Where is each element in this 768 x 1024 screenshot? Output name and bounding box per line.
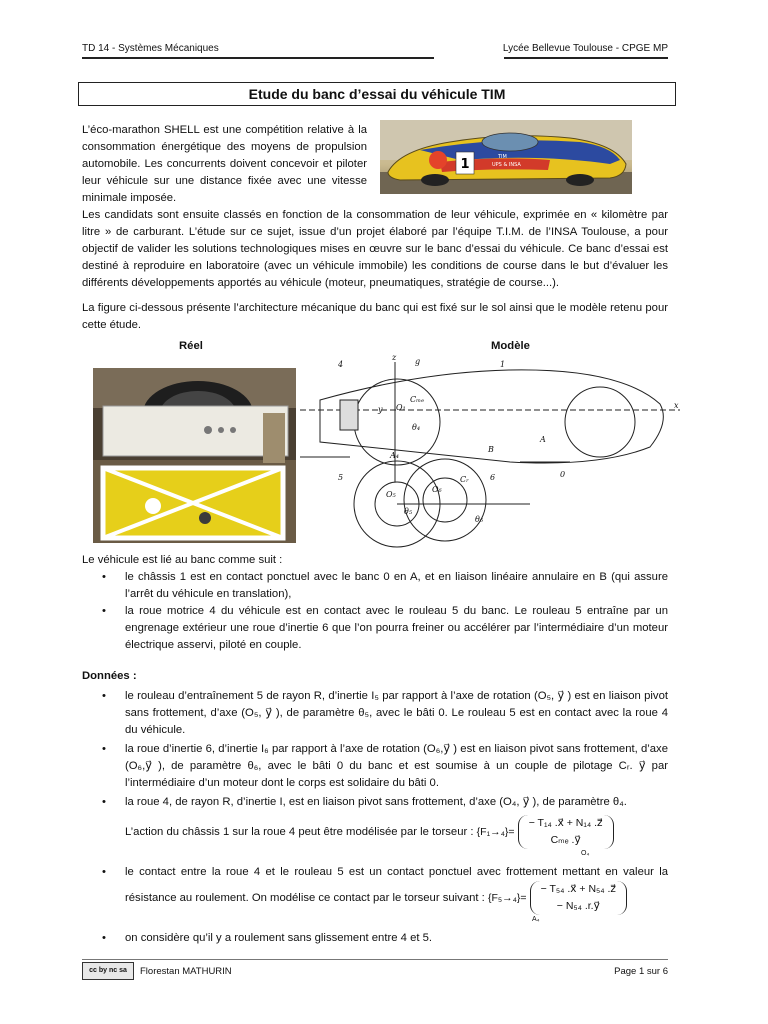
donnees-item-3: la roue 4, de rayon R, d’inertie I, est en liaison pivot sans frottement, d’axe (O₄, y⃗ ), de paramètre θ₄. <box>125 796 627 808</box>
donnees-item-2: la roue d’inertie 6, d’inertie I₆ par rapport à l’axe de rotation (O₆,y⃗ ) est en liaison pivot sans frottement, d’axe (O₆,y⃗ ), de paramètre θ₆, avec le bâti 0 du banc et est soumise à un couple de pilotage Cᵣ. y⃗ par l’intermédiaire d’un moteur dont le corps est solidaire du bâti 0. <box>125 743 668 789</box>
footer-rule <box>82 959 668 960</box>
car-sticker-text1: TIM <box>498 154 507 160</box>
header-left: TD 14 - Systèmes Mécaniques <box>82 43 219 54</box>
diagram-label-o6: O₆ <box>432 485 442 494</box>
diagram-label-5: 5 <box>338 473 344 482</box>
diagram-label-y: y <box>378 405 383 414</box>
model-diagram <box>300 352 688 552</box>
wheel-rear <box>565 387 635 457</box>
diagram-label-o5: O₅ <box>386 490 396 499</box>
header-rule-right <box>504 57 668 59</box>
liaison-intro: Le véhicule est lié au banc comme suit : <box>82 554 283 566</box>
label-reel: Réel <box>179 340 203 352</box>
torseur-1 <box>125 815 668 862</box>
page-title: Etude du banc d’essai du véhicule TIM <box>78 82 676 106</box>
diagram-label-theta6: θ₆ <box>475 515 484 524</box>
list-item: • la roue 4, de rayon R, d’inertie I, est en liaison pivot sans frottement, d’axe (O₄, y⃗ ), de paramètre θ₄. L’action du châssis 1 sur la roue 4 peut être modélisée par le torseur : {F₁→₄}= − T₁₄ .x⃗ + N₁₄ .z⃗ Cₘₑ .y⃗ O₄ <box>82 794 668 862</box>
donnees-section <box>82 668 668 947</box>
liaison-section <box>82 552 668 654</box>
label-modele: Modèle <box>491 340 530 352</box>
diagram-label-theta5: θ₅ <box>404 507 413 516</box>
header-right: Lycée Bellevue Toulouse - CPGE MP <box>502 43 668 54</box>
car-photo <box>380 120 632 194</box>
inertia-wheel-6 <box>404 459 486 541</box>
diagram-label-1: 1 <box>500 360 506 369</box>
list-item: • le rouleau d’entraînement 5 de rayon R, d’inertie I₅ par rapport à l’axe de rotation (O₅, y⃗ ) est en liaison pivot sans frottement, d’axe (O₅, y⃗ ), de paramètre θ₅, avec le bâti 0. Le rouleau 5 est en contact avec la roue 4 du véhicule. <box>102 690 668 736</box>
intro-paragraph-2: Les candidats sont ensuite classés en fonction de la consommation de leur véhicule, exprimée en « kilomètre par litre » de carburant. L’étude sur ce sujet, issue d’un projet élaboré par l’équipe T.I.M. de l’INSA Toulouse, a pour objectif de valider les solutions technologiques mises en œuvre sur le banc d’essai du véhicule. Ce banc d’essai est destiné à reproduire en laboratoire (avec un véhicule immobile) les conditions de course dans le but d’évaluer les différents développements apportés au véhicule (moteur, pneumatiques, stratégie de course...). <box>82 209 668 289</box>
car-sticker-text2: UPS & INSA <box>492 162 521 168</box>
torseur-2-row2: − N₅₄ .r.y⃗ <box>556 900 600 912</box>
car-number: 1 <box>460 157 470 172</box>
torseur-2-name: {F₅→₄}= <box>487 891 527 904</box>
diagram-label-theta4: θ₄ <box>412 423 421 432</box>
diagram-label-cme: Cₘₑ <box>410 395 425 404</box>
diagram-label-z: z <box>392 353 397 362</box>
torseur-1-text: L’action du châssis 1 sur la roue 4 peut être modélisée par le torseur : <box>125 825 474 838</box>
torseur-2-point: A₄ <box>532 916 540 923</box>
cc-license-logo: cc by nc sa <box>82 962 134 980</box>
torseur-1-name: {F₁→₄}= <box>476 825 515 838</box>
diagram-label-0: 0 <box>560 470 566 479</box>
torseur-1-row1: − T₁₄ .x⃗ + N₁₄ .z⃗ <box>528 817 603 829</box>
diagram-label-4: 4 <box>338 360 344 369</box>
diagram-label-6: 6 <box>490 473 496 482</box>
bench-photo <box>93 368 296 543</box>
diagram-label-o1: O₁ <box>396 403 406 412</box>
donnees-item-1: le rouleau d’entraînement 5 de rayon R, d’inertie I₅ par rapport à l’axe de rotation (O₅, y⃗ ) est en liaison pivot sans frottement, d’axe (O₅, y⃗ ), de paramètre θ₅, avec le bâti 0. Le rouleau 5 est en contact avec la roue 4 du véhicule. <box>125 690 668 736</box>
list-item: • la roue motrice 4 du véhicule est en contact avec le rouleau 5 du banc. Le rouleau 5 entraîne par un engrenage extérieur une roue d’inertie 6 que l’on pourra freiner ou accélérer par l’intermédiaire d’un moteur électrique asservi, piloté en couple. <box>102 605 668 651</box>
donnees-heading: Données : <box>82 670 137 682</box>
list-item: • la roue d’inertie 6, d’inertie I₆ par rapport à l’axe de rotation (O₆,y⃗ ) est en liaison pivot sans frottement, d’axe (O₆,y⃗ ), de paramètre θ₆, avec le bâti 0 du banc et est soumise à un couple de pilotage Cᵣ. y⃗ par l’intermédiaire d’un moteur dont le corps est solidaire du bâti 0. <box>102 743 668 789</box>
torseur-1-point: O₄ <box>581 850 590 857</box>
footer-page: Page 1 sur 6 <box>614 966 668 977</box>
diagram-label-g: g <box>415 357 421 366</box>
footer-author: Florestan MATHURIN <box>140 966 232 977</box>
donnees-item-5: on considère qu’il y a roulement sans glissement entre 4 et 5. <box>125 932 433 944</box>
header-rule-left <box>82 57 434 59</box>
diagram-label-a4: A₄ <box>390 451 399 460</box>
donnees-item-4: le contact entre la roue 4 et le rouleau 5 est un contact ponctuel avec frottement mettant en valeur la résistance au roulement. On modélise ce contact par le torseur suivant : <box>125 866 668 904</box>
torseur-1-row2: Cₘₑ .y⃗ <box>550 834 581 846</box>
diagram-label-cr: Cᵣ <box>460 475 469 484</box>
liaison-item-1: le châssis 1 est en contact ponctuel avec le banc 0 en A, et en liaison linéaire annulaire en B (qui assure l’arrêt du véhicule en translation), <box>125 571 668 600</box>
diagram-label-x: x <box>674 401 679 410</box>
liaison-item-2: la roue motrice 4 du véhicule est en contact avec le rouleau 5 du banc. Le rouleau 5 entraîne par un engrenage extérieur une roue d’inertie 6 que l’on pourra freiner ou accélérer par l’intermédiaire d’un moteur électrique asservi, piloté en couple. <box>125 605 668 651</box>
list-item: • on considère qu’il y a roulement sans glissement entre 4 et 5. <box>102 932 433 944</box>
torseur-2-row1: − T₅₄ .x⃗ + N₅₄ .z⃗ <box>540 883 616 895</box>
figure-intro: La figure ci-dessous présente l’architecture mécanique du banc qui est fixé sur le sol ainsi que le modèle retenu pour cette étude. <box>82 302 668 331</box>
diagram-label-b: B <box>488 445 494 454</box>
list-item: • le châssis 1 est en contact ponctuel avec le banc 0 en A, et en liaison linéaire annulaire en B (qui assure l’arrêt du véhicule en translation), <box>102 571 668 600</box>
list-item: • le contact entre la roue 4 et le rouleau 5 est un contact ponctuel avec frottement mettant en valeur la résistance au roulement. On modélise ce contact par le torseur suivant : {F₅→₄}= − T₅₄ .x⃗ + N₅₄ .z⃗ − N₅₄ .r.y⃗ A₄ <box>82 864 668 928</box>
intro-paragraph-1: L’éco-marathon SHELL est une compétition relative à la consommation énergétique des moyens de propulsion automobile. Les concurrents doivent concevoir et piloter leur véhicule sur une distance fixée avec une vitesse minimale imposée. <box>82 124 367 204</box>
diagram-label-a: A <box>540 435 546 444</box>
